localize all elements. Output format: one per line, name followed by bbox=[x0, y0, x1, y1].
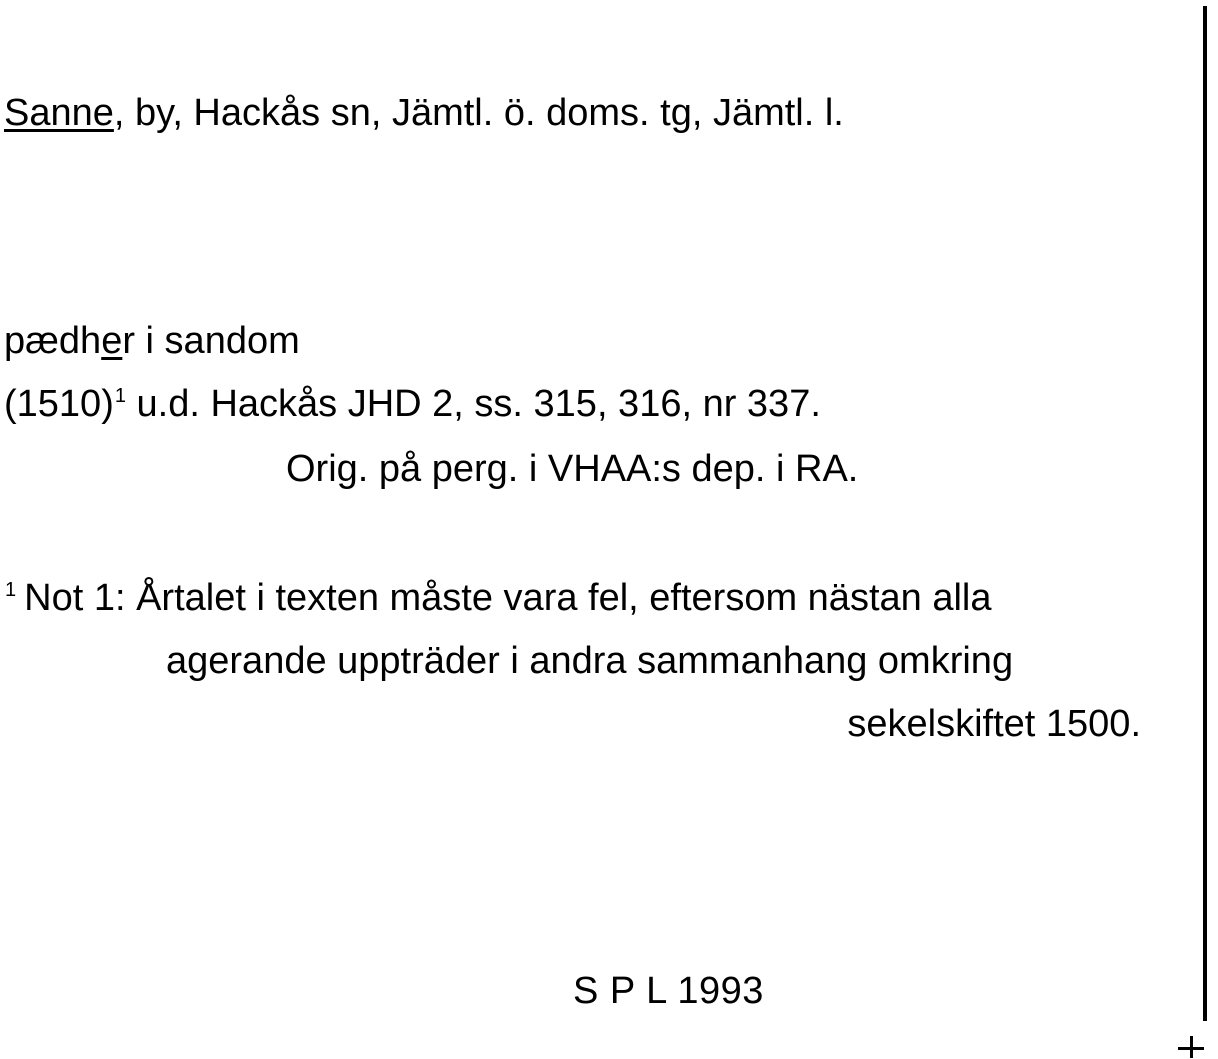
form-underlined-letter: e bbox=[101, 320, 123, 362]
footnote-text-1: Not 1: Årtalet i texten måste vara fel, eftersom nästan alla bbox=[24, 577, 992, 619]
attested-form bbox=[4, 320, 300, 363]
headword-line bbox=[4, 92, 844, 135]
footnote-line-1 bbox=[4, 577, 991, 620]
source-line bbox=[4, 383, 821, 426]
source-footnote-ref: 1 bbox=[114, 385, 126, 407]
original-note: Orig. på perg. i VHAA:s dep. i RA. bbox=[286, 448, 859, 490]
form-part-2: r i sandom bbox=[122, 320, 300, 362]
footnote-line-3: sekelskiftet 1500. bbox=[847, 703, 1141, 745]
card-edge-rule bbox=[1203, 6, 1207, 1021]
headword: Sanne bbox=[4, 92, 114, 134]
crop-mark-icon bbox=[1178, 1036, 1204, 1058]
headword-description: , by, Hackås sn, Jämtl. ö. doms. tg, Jämtl. l. bbox=[113, 92, 844, 134]
source-reference: u.d. Hackås JHD 2, ss. 315, 316, nr 337. bbox=[125, 383, 821, 425]
form-part-1: pædh bbox=[4, 320, 102, 362]
footnote-line-2: agerande uppträder i andra sammanhang omkring bbox=[166, 640, 1014, 682]
signature: S P L 1993 bbox=[573, 970, 764, 1012]
source-year: (1510) bbox=[4, 383, 114, 425]
footnote-marker: 1 bbox=[5, 579, 17, 601]
